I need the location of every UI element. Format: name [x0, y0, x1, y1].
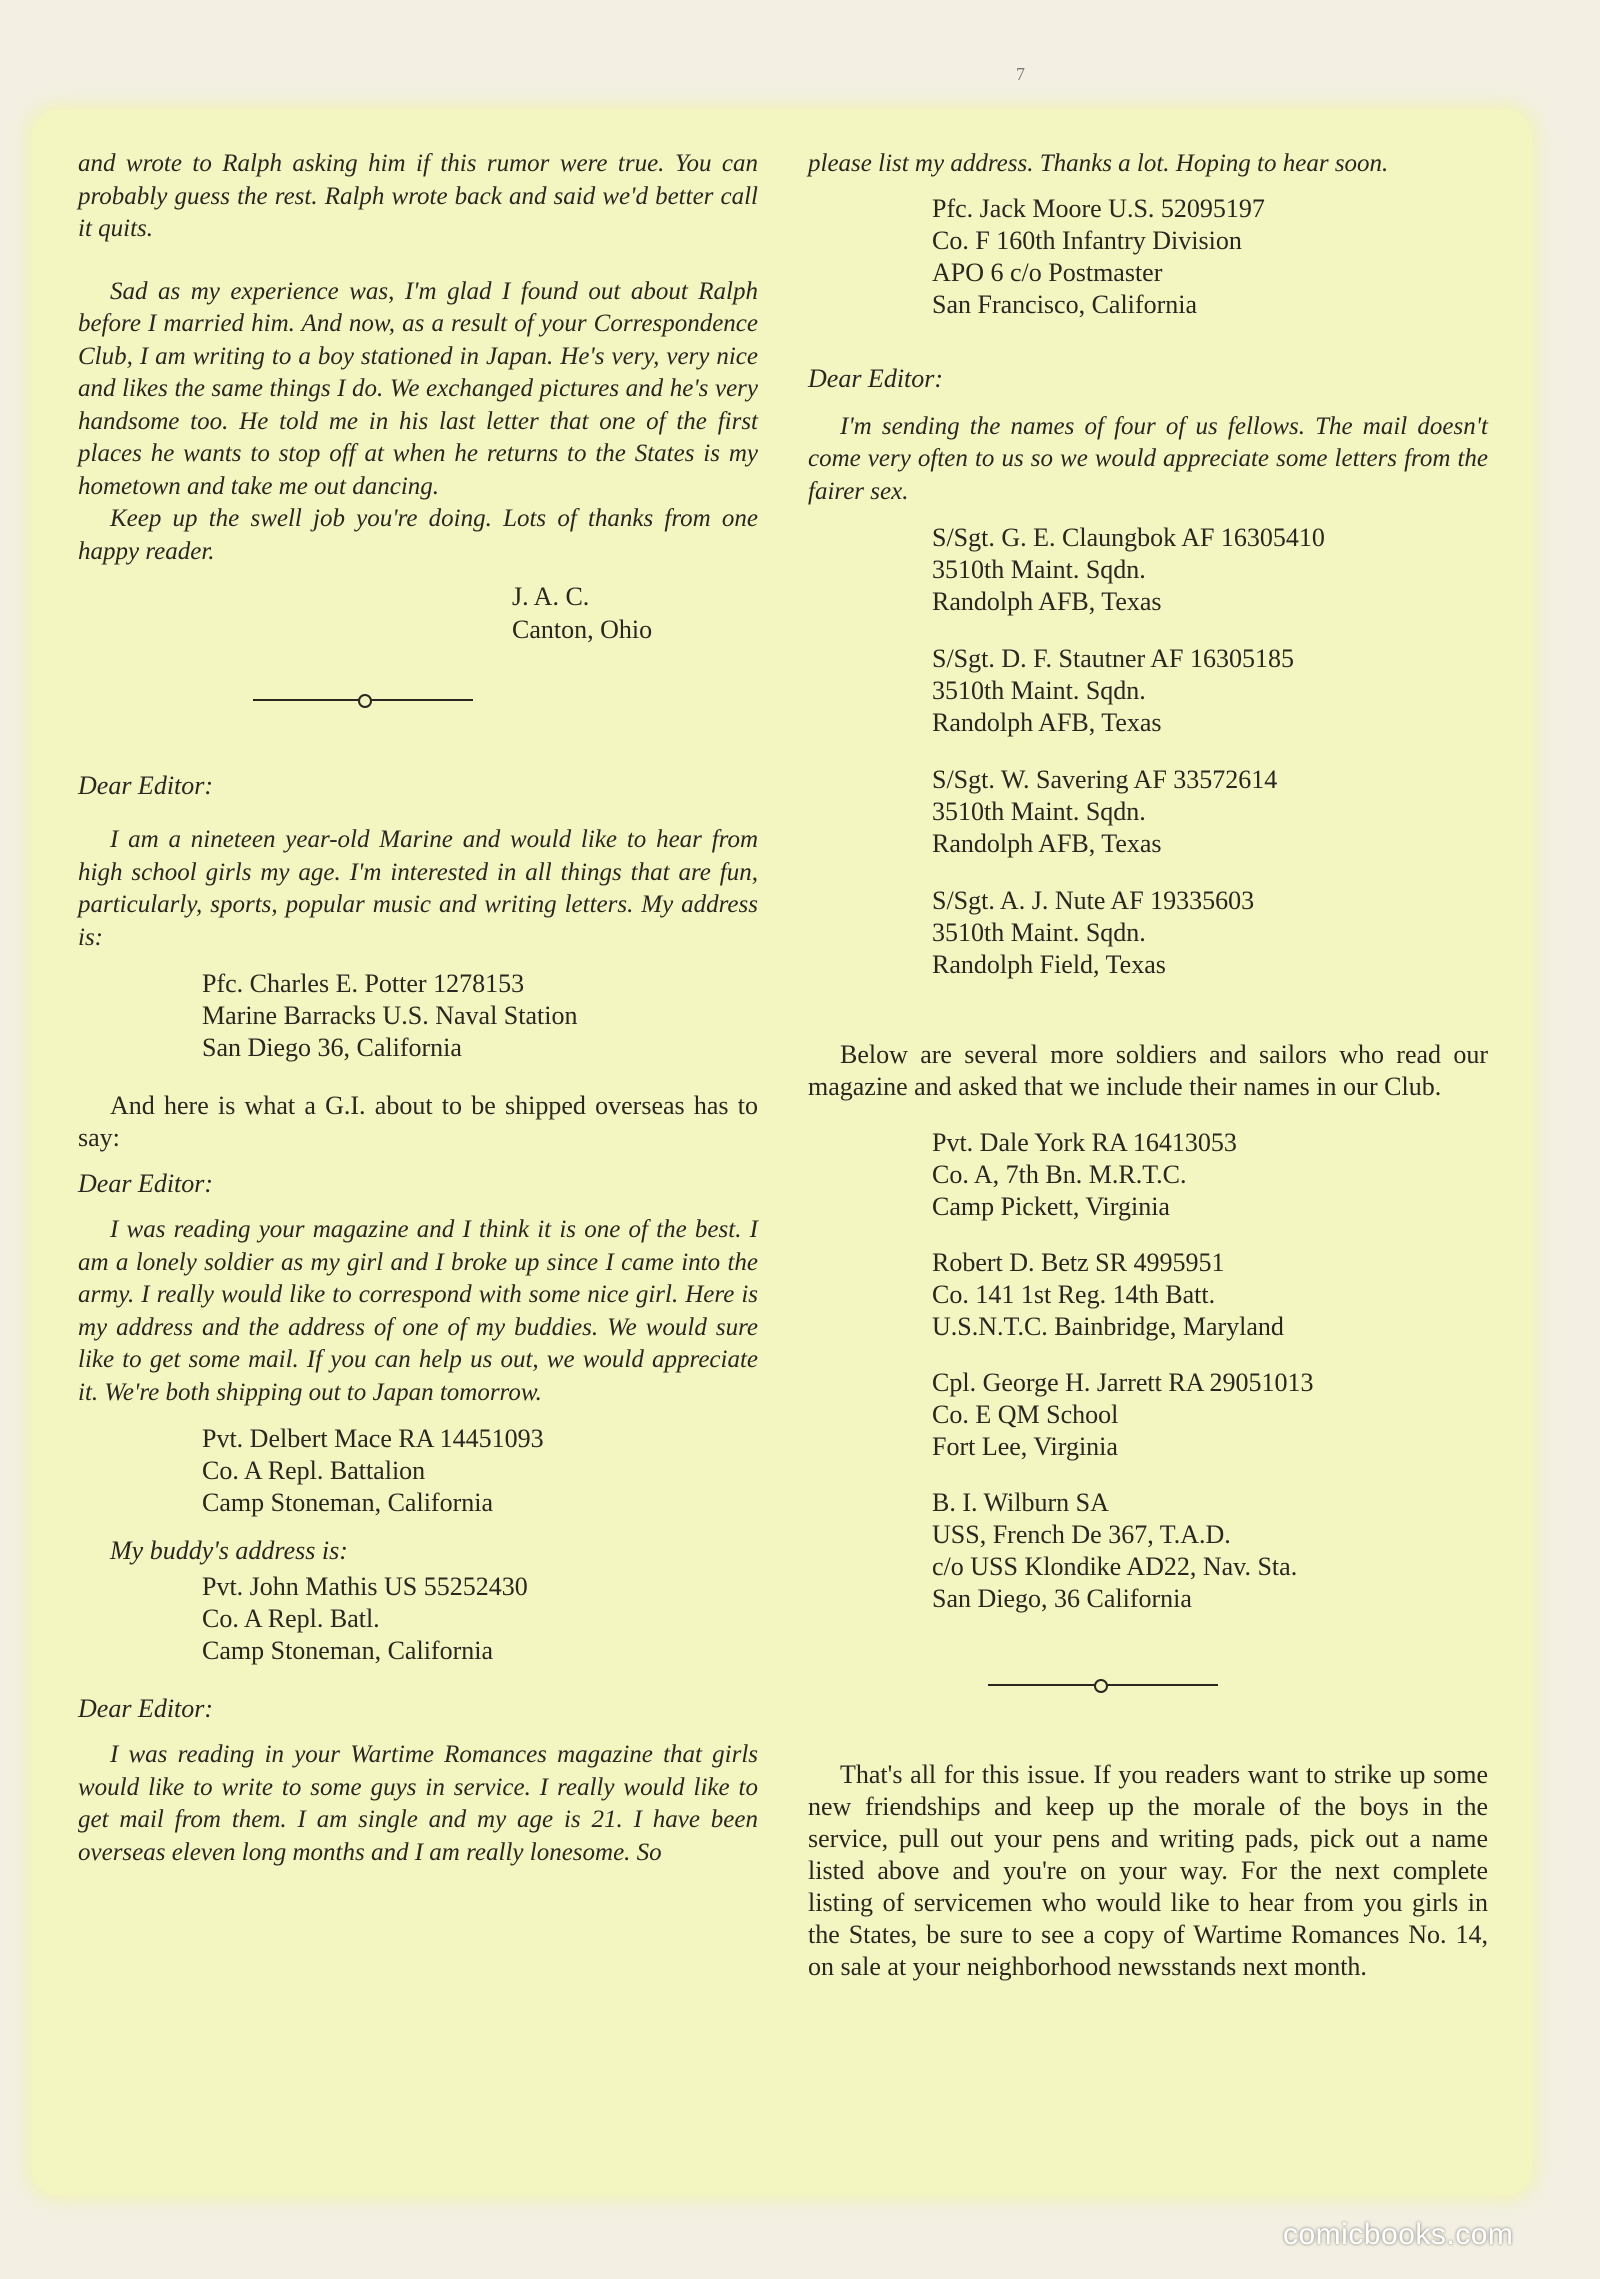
address-line: Co. E QM School — [932, 1400, 1119, 1429]
buddy-address-label: My buddy's address is: — [110, 1536, 348, 1565]
address-line: Randolph AFB, Texas — [932, 829, 1162, 858]
address-line: Pvt. Dale York RA 16413053 — [932, 1128, 1237, 1157]
address-block — [932, 1487, 1488, 1615]
editor-note: And here is what a G.I. about to be shipped overseas has to say: — [78, 1091, 758, 1152]
address-line: B. I. Wilburn SA — [932, 1488, 1109, 1517]
address-block — [932, 643, 1488, 739]
address-block — [932, 1127, 1488, 1223]
address-line: Pvt. Delbert Mace RA 14451093 — [202, 1424, 544, 1453]
address-block — [932, 885, 1488, 981]
section-divider — [808, 1675, 1488, 1695]
letter-paragraph: I was reading your magazine and I think it is one of the best. I am a lonely soldier as my girl and I broke up since I came into the army. I really would like to correspond with some nice girl. Here is my address and the address of one of my buddies. We would sure like to get some mail. If you can help us out, we would appreciate it. We're both shipping out to Japan tomorrow. — [78, 1216, 758, 1406]
address-line: Co. F 160th Infantry Division — [932, 225, 1242, 255]
letter-signature — [78, 580, 758, 646]
letter-paragraph: I am a nineteen year-old Marine and would like to hear from high school girls my age. I'm interested in all things that are fun, particularly, sports, popular music and writing letters. My address is: — [78, 826, 758, 951]
address-line: Pfc. Jack Moore U.S. 52095197 — [932, 193, 1265, 223]
address-line: Camp Stoneman, California — [202, 1488, 494, 1517]
page-number: 7 — [1016, 64, 1025, 84]
address-line: Co. 141 1st Reg. 14th Batt. — [932, 1280, 1216, 1309]
letter-paragraph: Sad as my experience was, I'm glad I found out about Ralph before I married him. And now, as a result of your Correspondence Club, I am writing to a boy stationed in Japan. He's very, very nice and likes the same things I do. We exchanged pictures and he's very handsome too. He told me in his last letter that one of the first places he wants to stop off at when he returns to the States is my hometown and take me out dancing. — [78, 277, 758, 500]
letter-paragraph: I'm sending the names of four of us fellows. The mail doesn't come very often to us so we would appreciate some letters from the fairer sex. — [808, 412, 1488, 505]
letter-closing: Keep up the swell job you're doing. Lots of thanks from one happy reader. — [78, 505, 758, 565]
address-line: USS, French De 367, T.A.D. — [932, 1520, 1231, 1549]
address-line: U.S.N.T.C. Bainbridge, Maryland — [932, 1312, 1284, 1341]
address-line: S/Sgt. A. J. Nute AF 19335603 — [932, 886, 1255, 915]
closing-note: That's all for this issue. If you readers want to strike up some new friendships and keep up the morale of the boys in the service, pull out your pens and writing pads, pick out a name listed above and you're on your way. For the next complete listing of servicemen who would like to hear from you girls in the States, be sure to see a copy of Wartime Romances No. 14, on sale at your neighborhood newsstands next month. — [808, 1760, 1488, 1981]
address-line: Randolph Field, Texas — [932, 950, 1166, 979]
address-block — [932, 522, 1488, 618]
address-block — [932, 193, 1488, 321]
signature-place: Canton, Ohio — [512, 615, 653, 644]
section-divider — [78, 690, 758, 710]
address-line: Pvt. John Mathis US 55252430 — [202, 1572, 528, 1601]
address-block — [932, 1247, 1488, 1343]
right-column — [808, 148, 1488, 1983]
address-line: 3510th Maint. Sqdn. — [932, 918, 1146, 947]
address-line: Camp Pickett, Virginia — [932, 1192, 1170, 1221]
address-line: 3510th Maint. Sqdn. — [932, 676, 1146, 705]
address-line: Marine Barracks U.S. Naval Station — [202, 1001, 578, 1030]
address-line: San Diego, 36 California — [932, 1584, 1192, 1613]
address-line: San Francisco, California — [932, 289, 1197, 319]
address-line: c/o USS Klondike AD22, Nav. Sta. — [932, 1552, 1298, 1581]
salutation: Dear Editor: — [808, 363, 944, 393]
address-line: Fort Lee, Virginia — [932, 1432, 1118, 1461]
address-block — [202, 1571, 758, 1667]
address-line: Cpl. George H. Jarrett RA 29051013 — [932, 1368, 1314, 1397]
address-line: Robert D. Betz SR 4995951 — [932, 1248, 1225, 1277]
salutation: Dear Editor: — [78, 1169, 214, 1198]
letter-paragraph: I was reading in your Wartime Romances magazine that girls would like to write to some guys in service. I really would like to get mail from them. I am single and my age is 21. I have been overseas eleven long months and I am really lonesome. So — [78, 1741, 758, 1866]
watermark: comicbooks.com — [1283, 2218, 1514, 2251]
address-block — [932, 764, 1488, 860]
address-line: Camp Stoneman, California — [202, 1636, 494, 1665]
address-line: S/Sgt. W. Savering AF 33572614 — [932, 765, 1278, 794]
address-line: 3510th Maint. Sqdn. — [932, 797, 1146, 826]
letter-continuation: please list my address. Thanks a lot. Hoping to hear soon. — [808, 150, 1389, 177]
address-line: Pfc. Charles E. Potter 1278153 — [202, 969, 525, 998]
address-block — [202, 968, 758, 1064]
address-line: San Diego 36, California — [202, 1033, 462, 1062]
address-line: Co. A Repl. Batl. — [202, 1604, 380, 1633]
address-line: Co. A, 7th Bn. M.R.T.C. — [932, 1160, 1187, 1189]
signature-initials: J. A. C. — [512, 582, 590, 611]
address-line: Randolph AFB, Texas — [932, 708, 1162, 737]
address-block — [932, 1367, 1488, 1463]
address-block — [202, 1423, 758, 1519]
address-line: S/Sgt. G. E. Claungbok AF 16305410 — [932, 523, 1325, 552]
address-line: APO 6 c/o Postmaster — [932, 257, 1163, 287]
editor-note: Below are several more soldiers and sailors who read our magazine and asked that we include their names in our Club. — [808, 1040, 1488, 1101]
address-line: 3510th Maint. Sqdn. — [932, 555, 1146, 584]
salutation: Dear Editor: — [78, 771, 214, 800]
left-column — [78, 148, 758, 1869]
address-line: S/Sgt. D. F. Stautner AF 16305185 — [932, 644, 1294, 673]
letter-continuation: and wrote to Ralph asking him if this rumor were true. You can probably guess the rest. Ralph wrote back and said we'd better call it quits. — [78, 150, 758, 242]
salutation: Dear Editor: — [78, 1694, 214, 1723]
address-line: Randolph AFB, Texas — [932, 587, 1162, 616]
address-line: Co. A Repl. Battalion — [202, 1456, 426, 1485]
